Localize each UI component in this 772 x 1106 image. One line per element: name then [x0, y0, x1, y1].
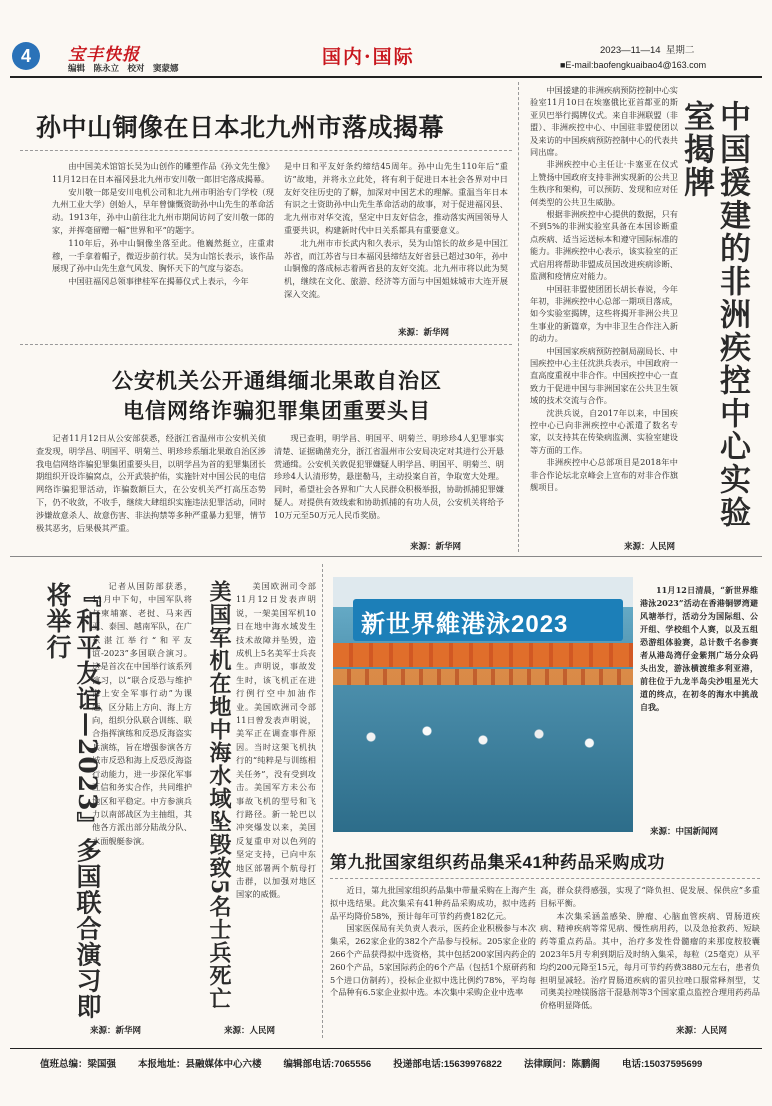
swim-caption-text: 11月12日清晨，“新世界维港泳2023”活动在香港铜锣湾避风塘举行，活动分为国际组、公开组、学校组个人赛，以及五组恐游组体验赛，总计数千名参赛者从港岛湾仔金紫荆广场分众码头出发，游泳横渡维多利亚港，前往位于九龙半岛尖沙咀星光大道的终点，在初冬的海水中挑战自我。 [640, 585, 758, 712]
drugs-title-divider [330, 878, 760, 879]
drugs-paragraph: 国家医保局有关负责人表示，医药企业积极参与本次集采，262家企业的382个产品参与投标。205家企业的266个产品获得拟中选资格，其中包括200家国内药企的260个产品，5家国际药企的6个产品（包括1个原研药和5个进口仿制药），投标企业拟中选比例约78%，平均每个品种有6.5家企业拟中选。本次集中采购企业中选率 [330, 923, 536, 998]
drugs-source: 来源：人民网 [676, 1025, 728, 1035]
swim-banner [353, 599, 623, 641]
date-text: 2023—11—14 [600, 45, 661, 56]
africa-paragraph: 非洲疾控中心主任让·卡塞亚在仪式上赞扬中国政府支持非洲实现新的公共卫生秩序和架构，可以预防、发现和应对任何类型的公共卫生威胁。 [530, 159, 678, 207]
sun-paragraph: 是中日和平友好条约缔结45周年。孙中山先生110年后“重访”故地，并将永立此处，将有利于促进日本社会各界对中日友好交往历史的了解，加深对中国艺术的理解。重温当年日本有识之士资助孙中山先生革命活动的故事，对于促进福冈县、北九州市对华交流，坚定中日友好信念，推动落实两国领导人重要共识，构建新时代中日关系都具有重要意义。 [284, 161, 508, 235]
brand-logo: 宝丰快报 [68, 45, 140, 65]
police-paragraph: 记者11月12日从公安部获悉，经浙江省温州市公安机关侦查发现，明学昌、明国平、明菊兰、明珍珍系缅北果敢自治区涉我电信网络诈骗犯罪集团重要头目，以明学昌为首的犯罪集团长期组织开设诈骗窝点，公开武装护佑，实施针对中国公民的电信网络诈骗犯罪活动，诈骗数额巨大，在公安机关严打高压态势下，仍不收敛，不收手，继续大肆组织实施违法犯罪活动，同时涉嫌故意杀人、故意伤害、非法拘禁等多种严重暴力犯罪，情节极其恶劣，后果极其严重。 [36, 433, 266, 533]
police-title-line1: 公安机关公开通缉缅北果敢自治区 [112, 368, 442, 393]
drugs-col1 [330, 884, 536, 999]
sun-col2 [284, 160, 508, 301]
sun-bottom-divider [20, 344, 512, 345]
police-source: 来源：新华网 [410, 541, 462, 551]
us-source: 来源：人民网 [224, 1025, 276, 1035]
footer-delivery-phone: 投递部电话:15639976822 [393, 1059, 502, 1070]
swim-caption [640, 584, 758, 714]
footer-legal-phone: 电话:15037595699 [622, 1059, 703, 1070]
issue-date [600, 42, 694, 56]
weekday-text: 星期二 [665, 45, 695, 56]
africa-paragraph: 沈洪兵说，自2017年以来，中国疾控中心已向非洲疾控中心派遣了数名专家，以支持其在传染病监测、实验室建设等方面的工作。 [530, 407, 678, 455]
police-col2 [274, 432, 504, 522]
peace-text [92, 580, 192, 848]
sun-title-divider [20, 150, 512, 151]
drugs-paragraph: 本次集采涵盖感染、肿瘤、心脑血管疾病、胃肠道疾病、精神疾病等常见病、慢性病用药，以及急抢救药、短缺药等重点药品。其中，治疗多发性骨髓瘤的来那度胺胶囊2023年5月专利到期后及时纳入集采，每粒（25毫克）从平均约200元降至15元，每月可节约药费3880元左右，患者负担明显减轻。治疗胃肠道疾病的雷贝拉唑口服常释剂型，艾司奥美拉唑镁肠溶干混悬剂等3个国家重点监控合理用药药品价格明显降低。 [540, 910, 760, 1011]
peace-paragraph: 记者从国防部获悉，11月中下旬，中国军队将与柬埔寨、老挝、马来西亚、泰国、越南军队，在广东湛江举行“和平友谊-2023”多国联合演习。这是首次在中国举行该系列演习，以“联合反恐与维护海上安全军事行动”为课题，区分陆上方向、海上方向，组织分队联合训练、联合指挥演练和反恐反海盗实兵演练，旨在增强参演各方城市反恐和海上反恐反海盗行动能力，进一步深化军事互信和务实合作，共同维护地区和平稳定。中方参演兵力以南部战区为主抽组，其他各方派出部分陆战分队、水面舰艇参演。 [92, 581, 192, 846]
sun-paragraph: 安川敬一郎是安川电机公司和北九州市明治专门学校（现九州工业大学）创始人，早年曾慷慨资助孙中山先生的革命活动。1913年，孙中山前往北九州市期间访问了安川敬一郎的家，并挥毫留赠一幅“世界和平”的题字。 [52, 186, 274, 235]
swim-banner-text: 新世界維港泳2023 [361, 611, 569, 638]
photo-swimmers [343, 707, 623, 767]
sun-paragraph: 北九州市市长武内和久表示，吴为山馆长的故乡是中国江苏省，而江苏省与日本福冈县缔结友好省县已超过30年，孙中山铜像的落成标志着两省县的友好交流。北九州市将以此为契机，继续在文化、旅游、经济等方面与中国姐妹城市大连开展深入交流。 [284, 237, 508, 299]
us-paragraph: 美国欧洲司令部11月12日发表声明说，一架美国军机10日在地中海水域发生技术故障并坠毁，造成机上5名美军士兵丧生。声明说，事故发生时，该飞机正在进行例行空中加油作业。美国欧洲司令部11日曾发表声明说，美军正在调查事件原因。当时这架飞机执行的“纯粹是与训练相关任务”，没有受到攻击。美国军方未公布事故飞机的型号和飞行路径。新一轮巴以冲突爆发以来，美国反复重申对以色列的坚定支持，已向中东地区部署两个航母打击群，以加强对地区国家的威慑。 [236, 581, 316, 900]
sun-paragraph: 由中国美术馆馆长吴为山创作的雕塑作品《孙文先生像》11月12日在日本福冈县北九州市安川敬一郎旧宅落成揭幕。 [52, 161, 274, 184]
drugs-paragraph: 高，群众获得感强，实现了“降负担、促发展、保供应”多重目标平衡。 [540, 885, 760, 908]
bottom-column-divider [322, 564, 323, 1038]
africa-paragraph: 根据非洲疾控中心提供的数据，只有不到5%的非洲实验室具备在本国诊断重点疾病、适当运送标本和遵守国际标准的能力。非洲疾控中心表示，该实验室的正式启用将帮助非盟成员国改进疾病诊断、监测和疫情应对能力。 [530, 209, 678, 282]
police-col1 [36, 432, 266, 534]
mid-rule [10, 556, 762, 557]
sun-col1 [52, 160, 274, 288]
sun-paragraph: 中国驻福冈总领事律桂军在揭幕仪式上表示，今年 [68, 276, 249, 287]
africa-paragraph: 非洲疾控中心总部项目是2018年中非合作论坛北京峰会上宣布的对非合作旗舰项目。 [530, 457, 678, 492]
photo-buoy-line-2 [333, 669, 633, 685]
africa-paragraph: 中国国家疾病预防控制局副局长、中国疾控中心主任沈洪兵表示，中国政府一直高度重视中非合作。中国疾控中心一直致力于促进中国与非洲国家在公共卫生领域的技术交流与合作。 [530, 345, 678, 406]
africa-text [530, 84, 678, 493]
africa-paragraph: 中国驻非盟使团团长胡长春说，今年年初，非洲疾控中心总部一期项目落成，如今实验室揭牌，这些将揭开非洲公共卫生事业的新篇章，为中非卫生合作注入新的动力。 [530, 283, 678, 344]
peace-source: 来源：新华网 [90, 1025, 142, 1035]
sun-paragraph: 110年后，孙中山铜像坐落至此。他巍然挺立，庄重肃穆，一手拿着帽子，微迈步前行状。吴为山馆长表示，该作品展现了孙中山先生意气风发、胸怀天下的气度与姿态。 [52, 237, 274, 274]
page-number-badge [12, 42, 40, 70]
email-line: ■E-mail:baofengkuaibao4@163.com [560, 60, 707, 70]
africa-source: 来源：人民网 [624, 541, 676, 551]
sun-title: 孙中山铜像在日本北九州市落成揭幕 [36, 113, 445, 142]
drugs-title: 第九批国家组织药品集采41种药品采购成功 [330, 853, 665, 872]
footer-address: 本报地址：县融媒体中心六楼 [138, 1059, 262, 1070]
africa-headline: 中国援建的非洲疾控中心实验室揭牌 [678, 100, 750, 529]
footer-rule [10, 1048, 762, 1049]
footer-editorial-phone: 编辑部电话:7065556 [283, 1059, 372, 1070]
footer-legal-advisor: 法律顾问：陈鹏阁 [523, 1059, 600, 1070]
photo-buoy-line [333, 643, 633, 667]
editors-line: 编辑 陈永立 校对 窦蒙娜 [68, 63, 179, 73]
police-paragraph: 现已查明，明学昌、明国平、明菊兰、明珍珍4人犯罪事实清楚、证据确凿充分，浙江省温州市公安局决定对其进行公开悬赏通缉。公安机关敦促犯罪嫌疑人明学昌、明国平、明菊兰、明珍珍4人认清形势，悬崖勒马，主动投案自首，争取宽大处理。同时，希望社会各界和广大人民群众积极举报，协助抓捕犯罪嫌疑人。对提供有效线索和协助抓捕的有功人员，公安机关将给予10万元至50万元人民币奖励。 [274, 433, 504, 520]
footer-chief-editor: 值班总编：梁国强 [40, 1059, 117, 1070]
header-rule [10, 76, 762, 78]
swim-photo [333, 577, 633, 832]
peace-headline: 『和平友谊—2023』多国联合演习即将举行 [43, 582, 102, 1020]
page-number: 4 [20, 46, 31, 66]
sun-source: 来源：新华网 [398, 327, 450, 337]
footer-bar [40, 1056, 760, 1070]
swim-source: 来源：中国新闻网 [650, 826, 719, 836]
us-text [236, 580, 316, 902]
africa-column-divider [518, 82, 519, 552]
section-title: 国内·国际 [322, 46, 415, 68]
police-title-line2: 电信网络诈骗犯罪集团重要头目 [123, 398, 431, 423]
us-headline: 美国军机在地中海水域坠毁致5名士兵死亡 [206, 580, 232, 1011]
africa-paragraph: 中国援建的非洲疾病预防控制中心实验室11月10日在埃塞俄比亚首都亚的斯亚贝巴举行揭牌仪式。来自非洲联盟（非盟）、非洲疾控中心、中国驻非盟使团以及来访的中国疾病预防控制中心的代表共同出席。 [530, 85, 678, 158]
drugs-col2 [540, 884, 760, 1012]
drugs-paragraph: 近日，第九批国家组织药品集中带量采购在上海产生拟中选结果。此次集采有41种药品采购成功，拟中选药品平均降价58%，预计每年可节约药费182亿元。 [330, 885, 536, 921]
